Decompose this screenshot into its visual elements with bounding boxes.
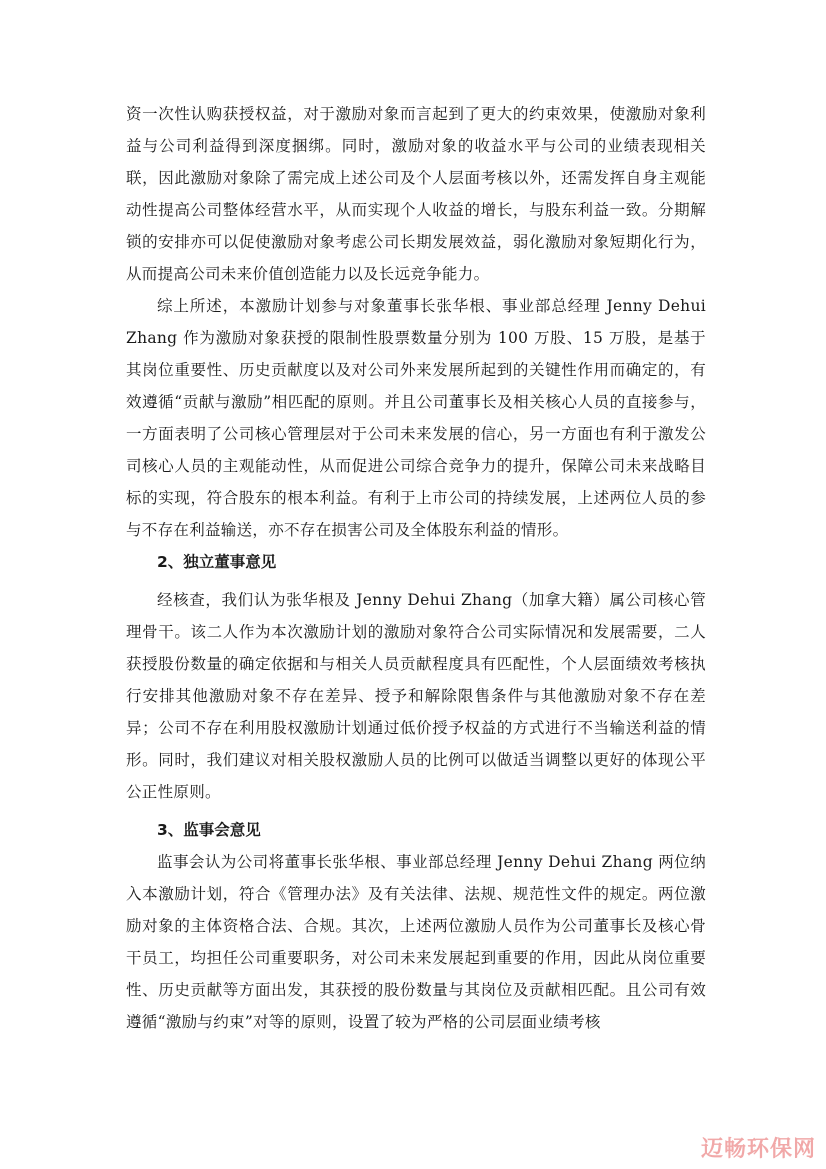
paragraph-summary: 综上所述，本激励计划参与对象董事长张华根、事业部总经理 Jenny Dehui Zhang 作为激励对象获授的限制性股票数量分别为 100 万股、15 万股，是基于其岗位重要性、历史贡献度以及对公司外来发展所起到的关键性作用而确定的，有效遵循“贡献与激励”相匹配的原则。并且公司董事长及相关核心人员的直接参与，一方面表明了公司核心管理层对于公司未来发展的信心，另一方面也有利于激发公司核心人员的主观能动性，从而促进公司综合竞争力的提升，保障公司未来战略目标的实现，符合股东的根本利益。有利于上市公司的持续发展，上述两位人员的参与不存在利益输送，亦不存在损害公司及全体股东利益的情形。 <box>126 297 706 539</box>
heading-supervisory-board: 3、监事会意见 <box>157 821 261 839</box>
document-body <box>126 98 706 1038</box>
paragraph-equity-constraint: 资一次性认购获授权益，对于激励对象而言起到了更大的约束效果，使激励对象利益与公司利益得到深度捆绑。同时，激励对象的收益水平与公司的业绩表现相关联，因此激励对象除了需完成上述公司及个人层面考核以外，还需发挥自身主观能动性提高公司整体经营水平，从而实现个人收益的增长，与股东利益一致。分期解锁的安排亦可以促使激励对象考虑公司长期发展效益，弱化激励对象短期化行为，从而提高公司未来价值创造能力以及长远竞争能力。 <box>126 105 706 283</box>
watermark-logo: 迈畅环保网 <box>700 1137 816 1162</box>
paragraph-supervisory-board-opinion: 监事会认为公司将董事长张华根、事业部总经理 Jenny Dehui Zhang 两位纳入本激励计划，符合《管理办法》及有关法律、法规、规范性文件的规定。两位激励对象的主体资格合法、合规。其次，上述两位激励人员作为公司董事长及核心骨干员工，均担任公司重要职务，对公司未来发展起到重要的作用，因此从岗位重要性、历史贡献等方面出发，其获授的股份数量与其岗位及贡献相匹配。且公司有效遵循“激励与约束”对等的原则，设置了较为严格的公司层面业绩考核 <box>126 853 706 1031</box>
paragraph-independent-directors-opinion: 经核查，我们认为张华根及 Jenny Dehui Zhang（加拿大籍）属公司核心管理骨干。该二人作为本次激励计划的激励对象符合公司实际情况和发展需要，二人获授股份数量的确定依据和与相关人员贡献程度具有匹配性，个人层面绩效考核执行安排其他激励对象不存在差异、授予和解除限售条件与其他激励对象不存在差异；公司不存在利用股权激励计划通过低价授予权益的方式进行不当输送利益的情形。同时，我们建议对相关股权激励人员的比例可以做适当调整以更好的体现公平公正性原则。 <box>126 591 706 801</box>
heading-independent-directors: 2、独立董事意见 <box>157 553 277 571</box>
